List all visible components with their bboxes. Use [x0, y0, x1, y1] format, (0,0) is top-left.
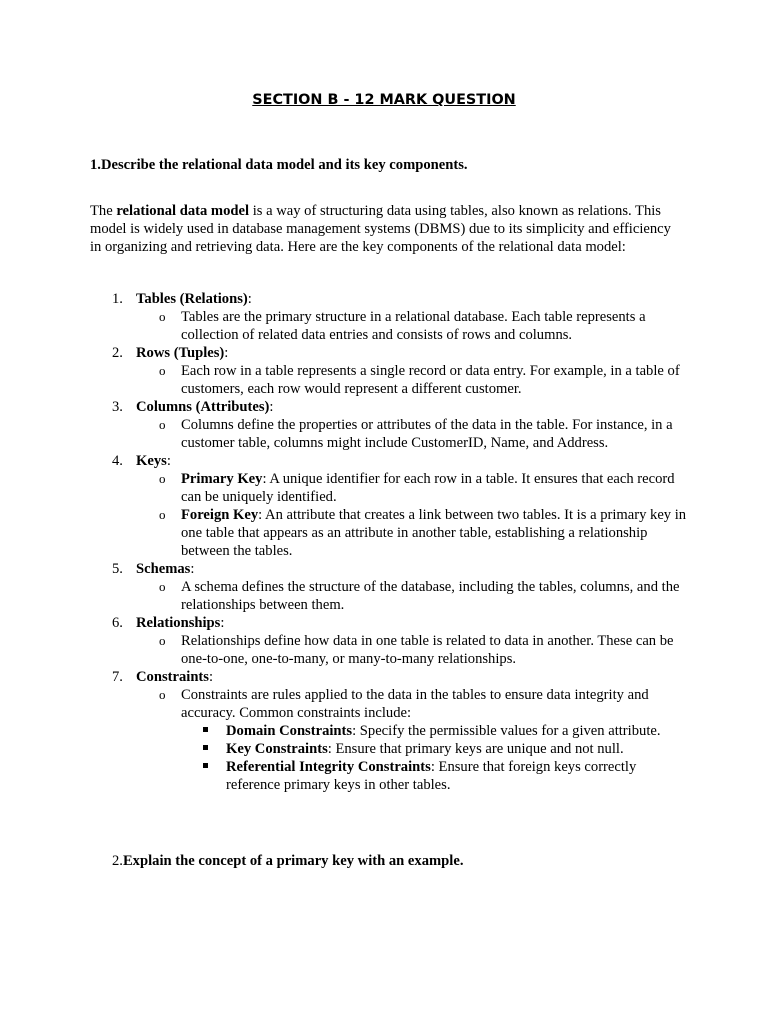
component-point [136, 506, 690, 560]
circle-bullet-icon: o [159, 363, 166, 378]
component-point [136, 416, 690, 452]
component-number: 6. [112, 615, 123, 631]
constraint-type-text: : Specify the permissible values for a given attribute. [352, 723, 661, 739]
component-title-colon: : [269, 399, 274, 415]
constraint-type-item [181, 722, 690, 740]
component-points [136, 686, 690, 794]
component-number: 3. [112, 399, 123, 415]
component-title: Keys [136, 453, 167, 469]
component-title-colon: : [224, 345, 229, 361]
circle-bullet-icon: o [159, 309, 166, 324]
point-text: Each row in a table represents a single record or data entry. For example, in a table of customers, each row would represent a different customer. [181, 363, 680, 397]
point-text: A schema defines the structure of the database, including the tables, columns, and the relationships between them. [181, 579, 680, 613]
circle-bullet-icon: o [159, 507, 166, 522]
component-title-colon: : [208, 669, 214, 685]
question-2-text: Explain the concept of a primary key with an example. [122, 853, 464, 869]
point-term: Foreign Key [181, 507, 259, 523]
circle-bullet-icon: o [159, 633, 166, 648]
square-bullet-icon [203, 763, 208, 768]
component-title: Tables (Relations) [136, 291, 248, 307]
point-text: Columns define the properties or attributes of the data in the table. For instance, in a customer table, columns might include CustomerID, Name, and Address. [181, 417, 673, 451]
question-2 [112, 852, 463, 870]
component-title-colon: : [166, 453, 171, 469]
point-text: Constraints are rules applied to the data in the tables to ensure data integrity and accuracy. Common constraints include: [181, 687, 649, 721]
circle-bullet-icon: o [159, 579, 166, 594]
component-number: 4. [112, 453, 123, 469]
component-points [136, 362, 690, 398]
point-text: Tables are the primary structure in a relational database. Each table represents a collection of related data entries and consists of rows and columns. [181, 309, 646, 343]
component-title-colon: : [190, 561, 195, 577]
constraint-type-text: : Ensure that primary keys are unique and not null. [327, 741, 624, 757]
constraint-type-term: Domain Constraints [226, 723, 353, 739]
intro-lead: The [90, 203, 117, 219]
component-title: Columns (Attributes) [136, 399, 270, 415]
point-term: Primary Key [181, 471, 263, 487]
constraint-type-text: : Ensure that foreign keys correctly reference primary keys in other tables. [226, 759, 637, 793]
component-item [90, 614, 690, 668]
circle-bullet-icon: o [159, 471, 166, 486]
component-point [136, 632, 690, 668]
question-2-number: 2. [112, 853, 123, 869]
component-number: 7. [112, 669, 123, 685]
component-point [136, 470, 690, 506]
component-point [136, 362, 690, 398]
component-points [136, 632, 690, 668]
component-points [136, 578, 690, 614]
component-point [136, 578, 690, 614]
intro-rest: is a way of structuring data using tables, also known as relations. This model is widely used in database management systems (DBMS) due to its simplicity and efficiency in organizing and retrieving data. Here are the key components of the relational data model: [90, 203, 671, 255]
component-points [136, 308, 690, 344]
intro-paragraph [90, 202, 680, 256]
section-title: SECTION B - 12 MARK QUESTION [252, 92, 516, 108]
component-title: Schemas [136, 561, 191, 577]
component-number: 2. [112, 345, 123, 361]
constraint-type-item [181, 758, 690, 794]
component-point [136, 686, 690, 794]
component-title: Rows (Tuples) [136, 345, 225, 361]
intro-bold-term: relational data model [116, 203, 250, 219]
component-title-colon: : [220, 615, 225, 631]
square-bullet-icon [203, 727, 208, 732]
point-text: : A unique identifier for each row in a table. It ensures that each record can be uniquely identified. [181, 471, 675, 505]
component-item [90, 398, 690, 452]
component-title-colon: : [247, 291, 252, 307]
question-1: 1.Describe the relational data model and its key components. [90, 157, 468, 173]
component-point [136, 308, 690, 344]
component-item [90, 290, 690, 344]
component-item [90, 560, 690, 614]
components-list [90, 290, 690, 794]
constraint-types-list [181, 722, 690, 794]
point-text: : An attribute that creates a link between two tables. It is a primary key in one table that appears as an attribute in another table, establishing a relationship between the tables. [181, 507, 687, 559]
point-text: Relationships define how data in one table is related to data in another. These can be one-to-one, one-to-many, or many-to-many relationships. [181, 633, 674, 667]
component-points [136, 416, 690, 452]
circle-bullet-icon: o [159, 417, 166, 432]
component-item [90, 668, 690, 794]
component-points [136, 470, 690, 560]
square-bullet-icon [203, 745, 208, 750]
component-item [90, 452, 690, 560]
constraint-type-term: Referential Integrity Constraints [226, 759, 431, 775]
constraint-type-item [181, 740, 690, 758]
circle-bullet-icon: o [159, 687, 166, 702]
component-number: 5. [112, 561, 123, 577]
component-title: Constraints [136, 669, 209, 685]
component-number: 1. [112, 291, 123, 307]
component-title: Relationships [136, 615, 221, 631]
component-item [90, 344, 690, 398]
constraint-type-term: Key Constraints [226, 741, 328, 757]
